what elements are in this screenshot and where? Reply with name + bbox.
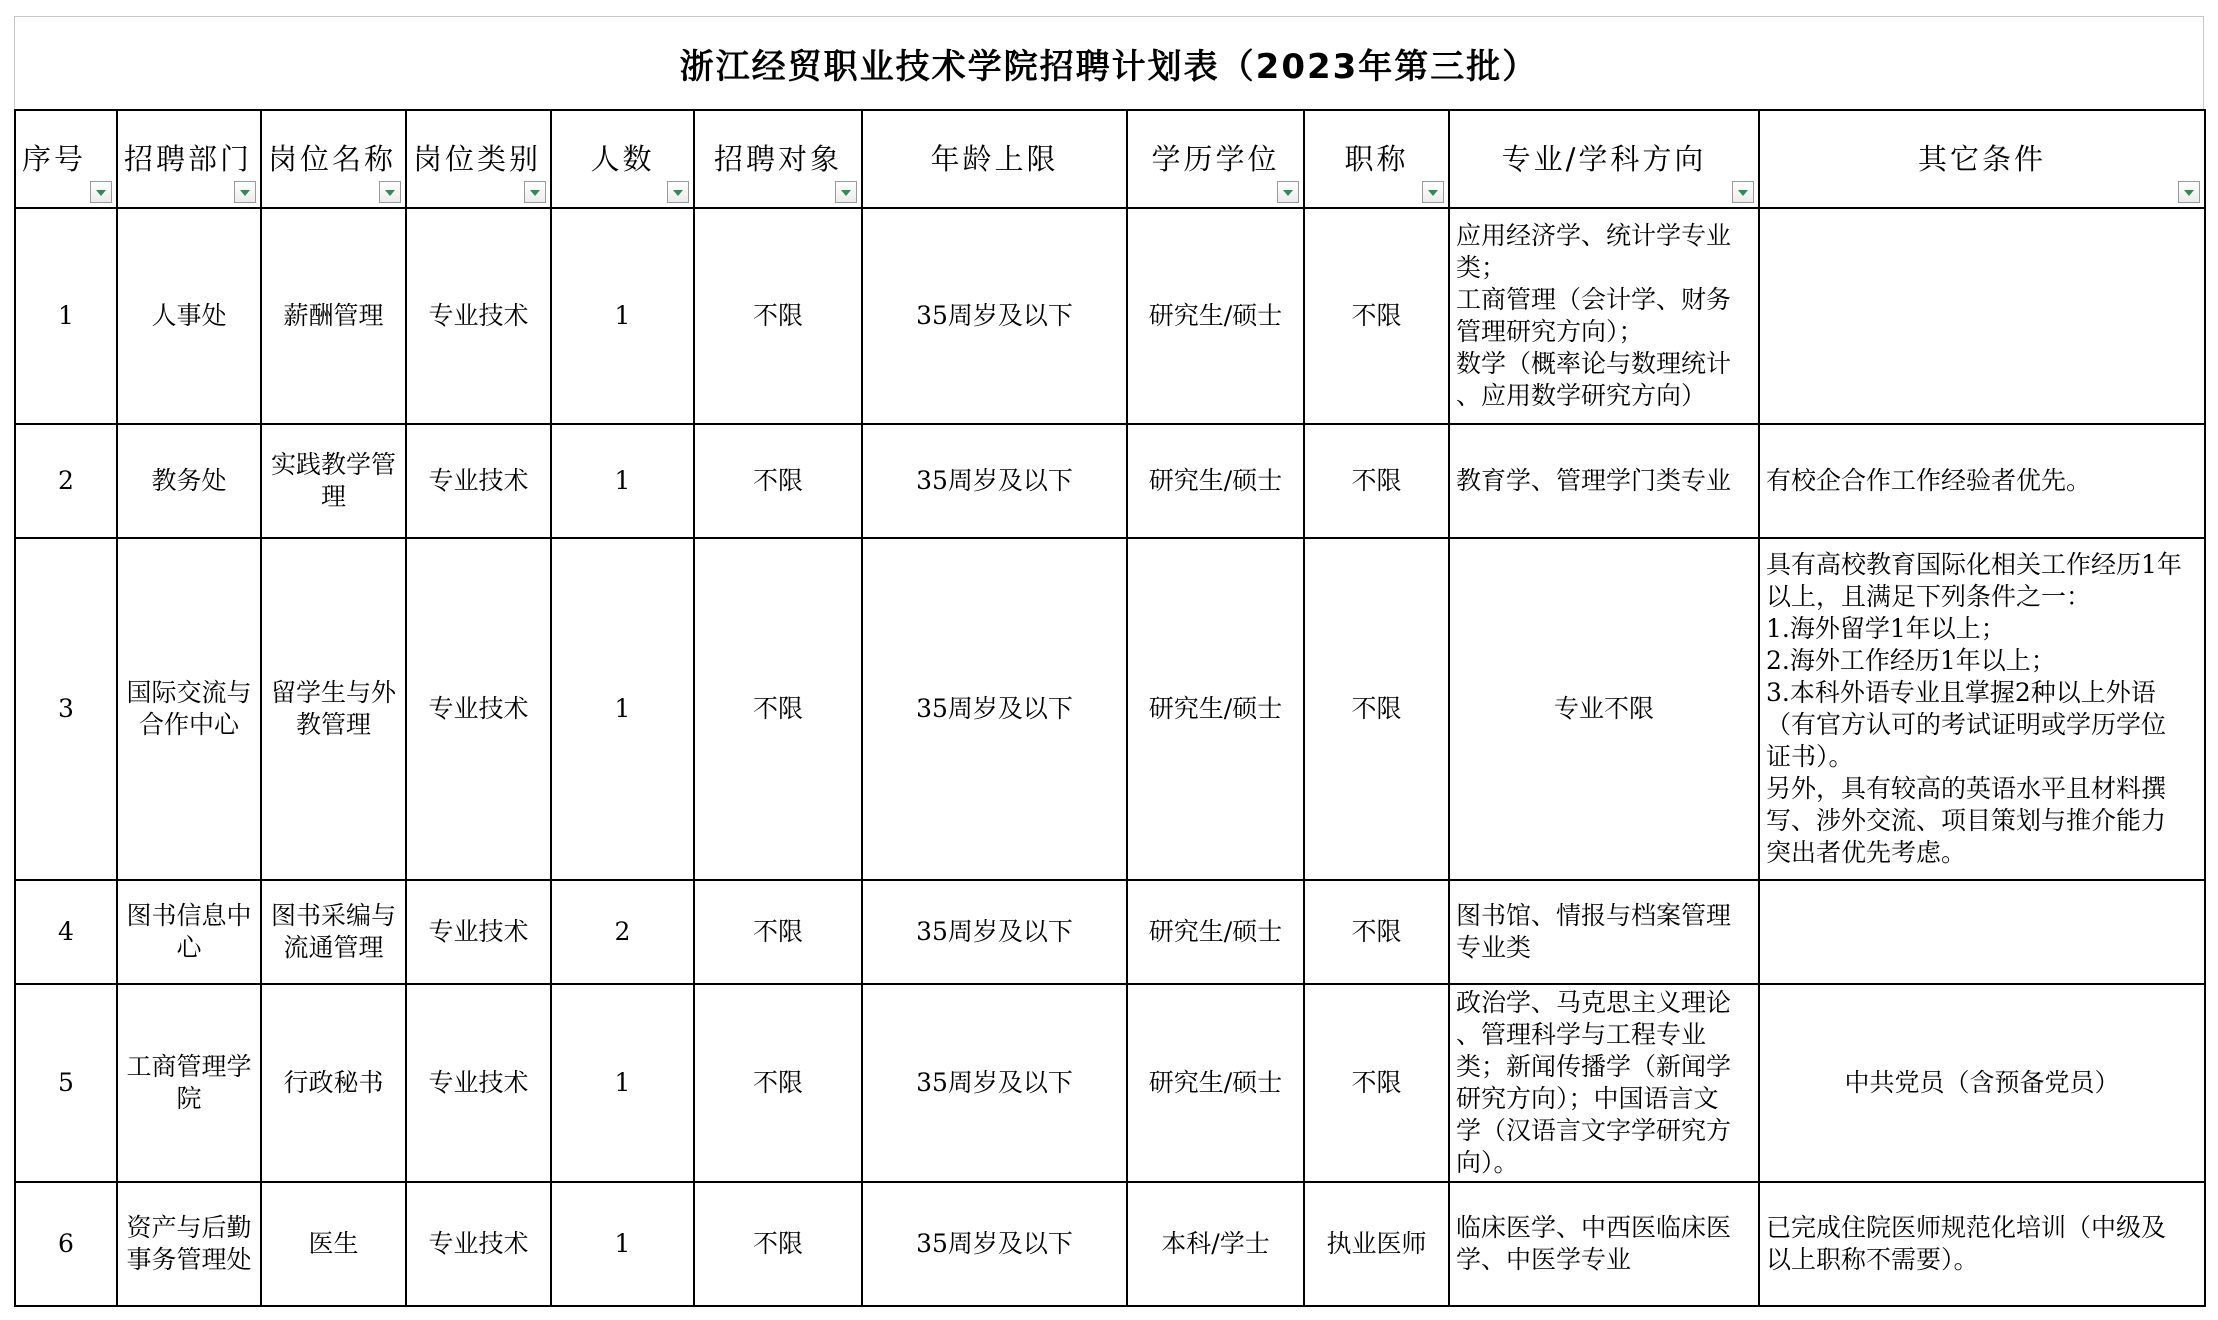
cell-other (1759, 208, 2205, 424)
cell-no: 3 (15, 538, 117, 880)
cell-title: 执业医师 (1304, 1182, 1449, 1306)
cell-degree: 研究生/硕士 (1127, 424, 1304, 538)
header-no (15, 110, 117, 208)
other-line: 突出者优先考虑。 (1766, 838, 1967, 867)
other-line: 另外，具有较高的英语水平且材料撰 (1766, 774, 2167, 803)
cell-other (1759, 984, 2205, 1182)
cell-no: 2 (15, 424, 117, 538)
other-line: 已完成住院医师规范化培训（中级及 (1766, 1213, 2167, 1242)
header-label: 其它条件 (1917, 142, 2046, 176)
major-line: 学（汉语言文字学研究方 (1456, 1116, 1732, 1145)
header-degree (1127, 110, 1304, 208)
other-line: 证书）。 (1766, 742, 1854, 771)
cell-title: 不限 (1304, 208, 1449, 424)
table-row (15, 208, 2205, 424)
cell-title: 不限 (1304, 424, 1449, 538)
cell-post: 实践教学管理 (261, 424, 406, 538)
filter-dropdown-icon[interactable] (1422, 181, 1444, 203)
spreadsheet (14, 16, 2204, 1307)
recruitment-table (14, 109, 2206, 1307)
cell-post: 薪酬管理 (261, 208, 406, 424)
sheet-title: 浙江经贸职业技术学院招聘计划表（2023年第三批） (14, 16, 2204, 109)
header-age (862, 110, 1127, 208)
cell-major (1449, 208, 1759, 424)
cell-degree: 研究生/硕士 (1127, 538, 1304, 880)
cell-degree: 研究生/硕士 (1127, 880, 1304, 984)
cell-target: 不限 (694, 1182, 862, 1306)
cell-post: 行政秘书 (261, 984, 406, 1182)
major-line: 专业类 (1456, 933, 1532, 962)
cell-count: 1 (551, 538, 694, 880)
table-row (15, 538, 2205, 880)
cell-age: 35周岁及以下 (862, 424, 1127, 538)
major-line: 管理研究方向）； (1456, 317, 1644, 346)
header-major (1449, 110, 1759, 208)
cell-dept: 教务处 (117, 424, 261, 538)
header-label: 岗位名称 (268, 142, 397, 176)
cell-post: 图书采编与流通管理 (261, 880, 406, 984)
table-row (15, 984, 2205, 1182)
major-line: 类； (1456, 253, 1507, 282)
major-line: 政治学、马克思主义理论 (1456, 988, 1732, 1017)
cell-age: 35周岁及以下 (862, 208, 1127, 424)
major-line: 、应用数学研究方向） (1456, 381, 1707, 410)
major-line: 工商管理（会计学、财务 (1456, 285, 1732, 314)
cell-major (1449, 984, 1759, 1182)
header-label: 专业/学科方向 (1501, 142, 1707, 176)
cell-age: 35周岁及以下 (862, 880, 1127, 984)
header-label: 人数 (590, 142, 655, 176)
cell-no: 1 (15, 208, 117, 424)
filter-dropdown-icon[interactable] (667, 181, 689, 203)
header-row (15, 110, 2205, 208)
cell-type: 专业技术 (406, 538, 551, 880)
table-row (15, 880, 2205, 984)
filter-dropdown-icon[interactable] (379, 181, 401, 203)
filter-dropdown-icon[interactable] (234, 181, 256, 203)
filter-dropdown-icon[interactable] (1732, 181, 1754, 203)
cell-major (1449, 880, 1759, 984)
table-row (15, 424, 2205, 538)
major-line: 向）。 (1456, 1148, 1519, 1177)
major-line: 研究方向）；中国语言文 (1456, 1084, 1719, 1113)
header-label: 序号 (22, 142, 87, 176)
cell-target: 不限 (694, 984, 862, 1182)
cell-other (1759, 538, 2205, 880)
cell-target: 不限 (694, 424, 862, 538)
cell-post: 医生 (261, 1182, 406, 1306)
cell-type: 专业技术 (406, 208, 551, 424)
cell-major (1449, 424, 1759, 538)
other-line: 1.海外留学1年以上； (1766, 614, 2006, 643)
other-line: 以上，且满足下列条件之一： (1766, 582, 2092, 611)
filter-dropdown-icon[interactable] (835, 181, 857, 203)
cell-dept: 国际交流与合作中心 (117, 538, 261, 880)
cell-count: 1 (551, 424, 694, 538)
cell-other (1759, 1182, 2205, 1306)
filter-dropdown-icon[interactable] (524, 181, 546, 203)
cell-post: 留学生与外教管理 (261, 538, 406, 880)
header-title (1304, 110, 1449, 208)
cell-title: 不限 (1304, 880, 1449, 984)
header-label: 年龄上限 (930, 142, 1059, 176)
header-type (406, 110, 551, 208)
header-label: 招聘部门 (124, 142, 253, 176)
other-line: 以上职称不需要）。 (1766, 1245, 1979, 1274)
other-line: 中共党员（含预备党员） (1844, 1068, 2120, 1097)
other-line: 具有高校教育国际化相关工作经历1年 (1766, 550, 2182, 579)
cell-count: 1 (551, 984, 694, 1182)
cell-dept: 资产与后勤事务管理处 (117, 1182, 261, 1306)
cell-target: 不限 (694, 208, 862, 424)
cell-target: 不限 (694, 538, 862, 880)
filter-dropdown-icon[interactable] (90, 181, 112, 203)
table-row (15, 1182, 2205, 1306)
major-line: 图书馆、情报与档案管理 (1456, 901, 1732, 930)
cell-type: 专业技术 (406, 424, 551, 538)
major-line: 专业不限 (1553, 694, 1654, 723)
other-line: 2.海外工作经历1年以上； (1766, 646, 2056, 675)
header-other (1759, 110, 2205, 208)
major-line: 类；新闻传播学（新闻学 (1456, 1052, 1732, 1081)
cell-degree: 研究生/硕士 (1127, 208, 1304, 424)
cell-dept: 工商管理学院 (117, 984, 261, 1182)
cell-degree: 本科/学士 (1127, 1182, 1304, 1306)
cell-type: 专业技术 (406, 1182, 551, 1306)
header-post (261, 110, 406, 208)
cell-count: 1 (551, 1182, 694, 1306)
cell-major (1449, 1182, 1759, 1306)
cell-target: 不限 (694, 880, 862, 984)
cell-title: 不限 (1304, 984, 1449, 1182)
cell-dept: 人事处 (117, 208, 261, 424)
header-label: 学历学位 (1151, 142, 1280, 176)
cell-no: 4 (15, 880, 117, 984)
cell-other (1759, 880, 2205, 984)
filter-dropdown-icon[interactable] (2178, 181, 2200, 203)
cell-count: 2 (551, 880, 694, 984)
major-line: 学、中医学专业 (1456, 1245, 1632, 1274)
header-dept (117, 110, 261, 208)
other-line: 有校企合作工作经验者优先。 (1766, 466, 2092, 495)
major-line: 、管理科学与工程专业 (1456, 1020, 1707, 1049)
cell-title: 不限 (1304, 538, 1449, 880)
major-line: 教育学、管理学门类专业 (1456, 466, 1732, 495)
major-line: 临床医学、中西医临床医 (1456, 1213, 1732, 1242)
cell-count: 1 (551, 208, 694, 424)
cell-type: 专业技术 (406, 880, 551, 984)
header-count (551, 110, 694, 208)
header-label: 职称 (1344, 142, 1409, 176)
cell-age: 35周岁及以下 (862, 538, 1127, 880)
cell-other (1759, 424, 2205, 538)
cell-type: 专业技术 (406, 984, 551, 1182)
other-line: 写、涉外交流、项目策划与推介能力 (1766, 806, 2167, 835)
header-label: 招聘对象 (713, 142, 842, 176)
cell-no: 5 (15, 984, 117, 1182)
major-line: 数学（概率论与数理统计 (1456, 349, 1732, 378)
header-label: 岗位类别 (413, 142, 542, 176)
major-line: 应用经济学、统计学专业 (1456, 221, 1732, 250)
other-line: 3.本科外语专业且掌握2种以上外语 (1766, 678, 2156, 707)
cell-dept: 图书信息中心 (117, 880, 261, 984)
cell-no: 6 (15, 1182, 117, 1306)
other-line: （有官方认可的考试证明或学历学位 (1766, 710, 2167, 739)
filter-dropdown-icon[interactable] (1277, 181, 1299, 203)
header-target (694, 110, 862, 208)
cell-degree: 研究生/硕士 (1127, 984, 1304, 1182)
cell-age: 35周岁及以下 (862, 1182, 1127, 1306)
cell-major (1449, 538, 1759, 880)
cell-age: 35周岁及以下 (862, 984, 1127, 1182)
